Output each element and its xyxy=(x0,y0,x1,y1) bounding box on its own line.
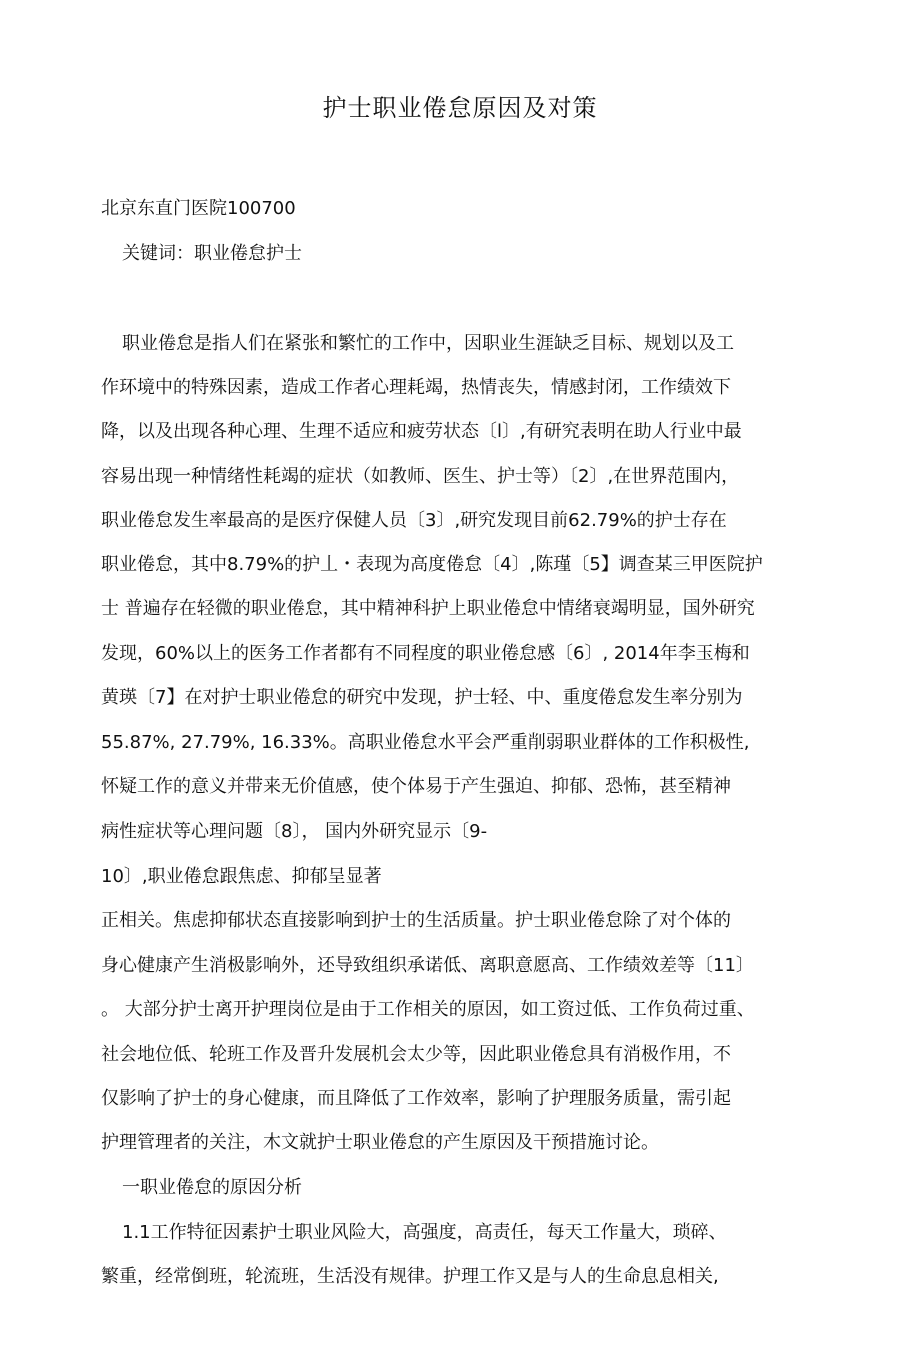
body-line: 职业倦怠发生率最高的是医疗保健人员〔3〕,研究发现目前62.79%的护士存在 xyxy=(101,510,727,531)
body-line: 护理管理者的关注，木文就护士职业倦怠的产生原因及干预措施讨论。 xyxy=(101,1132,659,1153)
body-line: 仅影响了护士的身心健康，而且降低了工作效率，影响了护理服务质量，需引起 xyxy=(101,1088,731,1109)
body-line: 社会地位低、轮班工作及晋升发展机会太少等，因此职业倦怠具有消极作用，不 xyxy=(101,1044,731,1065)
section-heading: 一职业倦怠的原因分析 xyxy=(122,1177,302,1198)
body-line: 病性症状等心理问题〔8〕， 国内外研究显示〔9- xyxy=(101,821,488,842)
body-line: 。 大部分护士离开护理岗位是由于工作相关的原因，如工资过低、工作负荷过重、 xyxy=(101,999,755,1020)
body-line: 正相关。焦虑抑郁状态直接影响到护士的生活质量。护士职业倦怠除了对个体的 xyxy=(101,910,731,931)
body-line: 55.87%, 27.79%, 16.33%。高职业倦怠水平会严重削弱职业群体的工作积极性, xyxy=(101,732,750,753)
body-line: 繁重，经常倒班，轮流班，生活没有规律。护理工作又是与人的生命息息相关, xyxy=(101,1266,719,1287)
body-line: 作环境中的特殊因素，造成工作者心理耗竭，热情丧失，情感封闭，工作绩效下 xyxy=(101,377,731,398)
body-line: 职业倦怠是指人们在紧张和繁忙的工作中，因职业生涯缺乏目标、规划以及工 xyxy=(122,333,734,354)
body-line: 职业倦怠，其中8.79%的护丄・表现为高度倦怠〔4〕,陈瑾〔5】调查某三甲医院护 xyxy=(101,554,763,575)
body-line: 降，以及出现各种心理、生理不适应和疲劳状态〔l〕,有研究表明在助人行业中最 xyxy=(101,421,742,442)
body-line: 身心健康产生消极影响外，还导致组织承诺低、离职意愿高、工作绩效差等〔11〕 xyxy=(101,955,754,976)
affiliation: 北京东直门医院100700 xyxy=(101,198,296,219)
keywords: 关键词：职业倦怠护士 xyxy=(122,243,302,264)
body-line: 黄瑛〔7】在对护士职业倦怠的研究中发现，护士轻、中、重度倦怠发生率分别为 xyxy=(101,687,743,708)
body-line: 10〕,职业倦怠跟焦虑、抑郁呈显著 xyxy=(101,866,382,887)
body-line: 容易出现一种情绪性耗竭的症状（如教师、医生、护士等）〔2〕,在世界范围内， xyxy=(101,466,740,487)
document-title: 护士职业倦怠原因及对策 xyxy=(322,94,598,122)
body-line: 士 普遍存在轻微的职业倦怠，其中精神科护上职业倦怠中情绪衰竭明显，国外研究 xyxy=(101,598,755,619)
body-line: 怀疑工作的意义并带来无价值感，使个体易于产生强迫、抑郁、恐怖，甚至精神 xyxy=(101,776,731,797)
body-line: 1.1工作特征因素护士职业风险大，高强度，高责任，每天工作量大，琐碎、 xyxy=(122,1222,727,1243)
body-line: 发现，60%以上的医务工作者都有不同程度的职业倦怠感〔6〕, 2014年李玉梅和 xyxy=(101,643,750,664)
